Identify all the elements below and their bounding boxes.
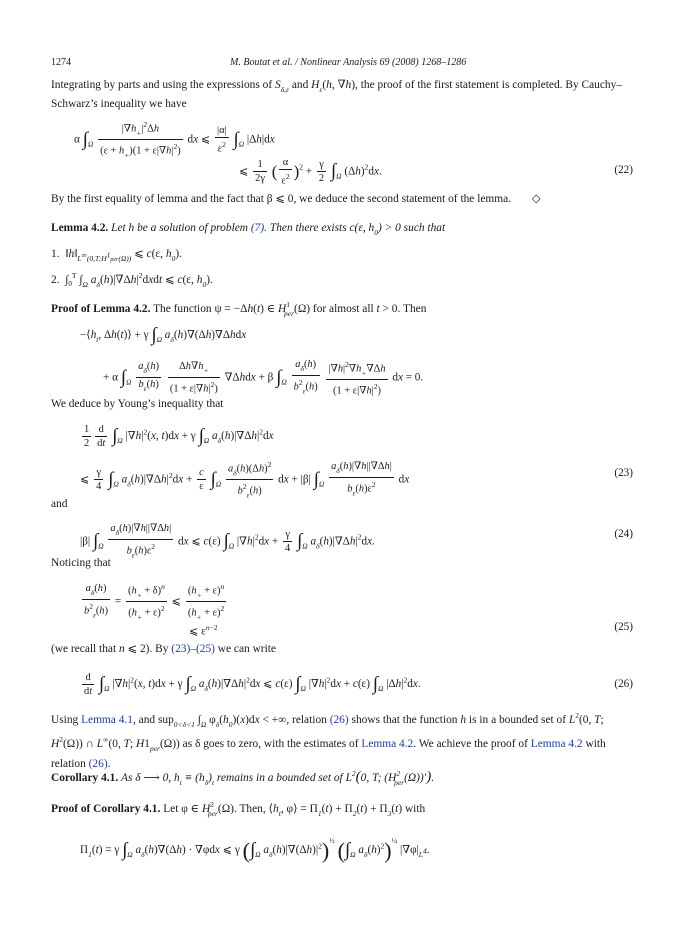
equation-24: |β| $\int_\Omega$ $\frac{a_\delta(h)|\nabla h||\nabla\Delta h|}{b_\varepsilon(h)\varepsilon^2}$ dx ⩽ c(ε) $\int_\Omega$ $|\nabla h|^2dx$ + $\frac{\gamma}{4}$ $\int_\Omega$ $a_\delta(h)|\nabla\Delta h|^2dx$.	[80, 523, 375, 560]
proof-label: Proof of Lemma 4.2.	[51, 302, 151, 315]
equation-26-number: (26)	[614, 678, 633, 690]
ref-lemma-4-1[interactable]: Lemma 4.1	[81, 713, 133, 726]
paragraph-noticing: Noticing that	[51, 557, 111, 569]
running-title: M. Boutat et al. / Nonlinear Analysis 69 (2008) 1268–1286	[230, 57, 467, 68]
equation-23-line1: $\frac{1}{2}$ $\frac{d}{dt}$ $\int_\Omega$ $|\nabla h|^2(x$, t)dx + γ $\int_\Omega$ $a_\delta(h)|\nabla\Delta h|^2dx$	[84, 424, 274, 449]
equation-22-number: (22)	[614, 164, 633, 176]
paragraph-young: We deduce by Young’s inequality that	[51, 398, 224, 410]
ref-problem-7[interactable]: (7)	[250, 222, 265, 234]
lemma-item-1: 1. $‖h‖_{L^\infty(0,T;H^1per(\Omega))}$ ⩽ c(ε, $h_0$).	[51, 248, 182, 263]
ref-eq-26[interactable]: (26)	[329, 713, 349, 726]
equation-22-line1: α $\int_\Omega$ $\frac{|\nabla h_+|^2\Delta h}{(\varepsilon + h_+)(1 + \varepsilon|\nabla h|^2)}$ dx ⩽ $\frac{|\alpha|}{\varepsilon^2}$ $\int_\Omega$ |Δh|dx	[74, 120, 275, 160]
lemma-label: Lemma 4.2.	[51, 222, 109, 234]
equation-23-line2: ⩽ $\frac{\gamma}{4}$ $\int_\Omega$ $a_\delta(h)|\nabla\Delta h|^2dx$ + $\frac{c}{\varepsilon}$ $\int_\Omega$ $\frac{a_\delta(h)(\Delta h)^2}{b^2_\varepsilon(h)}$ dx + |β| $\int_\Omega$ $\frac{a_\delta(h)|\nabla h||\nabla\Delta h|}{b_\varepsilon(h)\varepsilon^2}$ dx	[80, 460, 410, 500]
paragraph-recall: (we recall that n ⩽ 2). By (23)–(25) we can write	[51, 643, 276, 655]
corollary-label: Corollary 4.1.	[51, 771, 119, 784]
paragraph-intro: Integrating by parts and using the expressions of $S_{\delta,\varepsilon}$ and $H_\varepsilon(h$, ∇h), the proof of the first statement is completed. By Cauchy–Schwarz’s inequality we have	[51, 79, 623, 110]
equation-25-line1: $\frac{a_\delta(h)}{b^2_\varepsilon(h)}$ = $\frac{(h_+ + \delta)^n}{(h_+ + \varepsilon)^2}$ ⩽ $\frac{(h_+ + \varepsilon)^n}{(h_+ + \varepsilon)^2}$	[84, 582, 225, 622]
proof-lemma-4-2: Proof of Lemma 4.2. The function ψ = −Δh(t) ∈ $H^1_{per}(\Omega)$ for almost all t > 0. Then	[51, 300, 427, 318]
equation-energy-line2: + α $\int_\Omega$ $\frac{a_\delta(h)}{b_\varepsilon(h)}$ $\frac{\Delta h\nabla h_+}{(1 + \varepsilon|\nabla h|^2)}$ ∇Δhdx + β $\int_\Omega$ $\frac{a_\delta(h)}{b^2_\varepsilon(h)}$ $\frac{|\nabla h|^2\nabla h_+\nabla\Delta h}{(1 + \varepsilon|\nabla h|^2)}$ dx = 0.	[103, 359, 424, 397]
ref-lemma-4-2[interactable]: Lemma 4.2	[361, 738, 414, 751]
paragraph-second-statement: By the first equality of lemma and the fact that β ⩽ 0, we deduce the second statement of the lemma. ◇	[51, 193, 541, 205]
proof-corollary-label: Proof of Corollary 4.1.	[51, 802, 161, 815]
qed-symbol: ◇	[531, 193, 541, 205]
equation-24-number: (24)	[614, 528, 633, 540]
equation-pi1: $\Pi_1(t) = \gamma$ $\int_\Omega$ $a_\delta(h)\nabla(\Delta h) \cdot \nabla\varphi dx$ ⩽ γ ($\int_\Omega$ $a_\delta(h)|\nabla(\Delta h)|^2)^{\frac{1}{2}}$ ($\int_\Omega$ $a_\delta(h)^2)^{\frac{1}{4}}$ $|\nabla\varphi|_{L^4}$.	[80, 836, 430, 863]
ref-lemma-4-2-b[interactable]: Lemma 4.2	[530, 738, 583, 751]
corollary-4-1: Corollary 4.1. As δ ⟶ 0, $h_t \equiv (h_\delta)_t$ remains in a bounded set of $L^2(0$, T; $(H^2_{per}(\Omega))'$).	[51, 768, 435, 787]
equation-energy-line1: $-⟨h_t$, Δh(t)⟩ + γ $\int_\Omega$ $a_\delta(h)\nabla(\Delta h)\nabla\Delta hdx$	[80, 324, 247, 346]
page-number: 1274	[51, 57, 71, 68]
paragraph-using-lemma: Using Lemma 4.1, and sup$_{0<\delta<1}$ $\int_\Omega$ $\varphi_\delta(h_0)(x)dx$ < +∞, relation (26) shows that the function h is in a bounded set of $L^2(0$, T; $H^2(\Omega)$) ∩ L∞(0, T; $H1_{per}(\Omega)$) as δ goes to zero, with the estimates of Lemma 4.2. We achieve the proof of Lemma 4.2 with relation (26).	[51, 711, 606, 770]
equation-25-line2: ⩽ $\varepsilon^{n-2}$	[189, 623, 218, 638]
equation-26: $\frac{d}{dt}$ $\int_\Omega$ $|\nabla h|^2(x$, t)dx + γ $\int_\Omega$ $a_\delta(h)|\nabla\Delta h|^2dx$ ⩽ c(ε) $\int_\Omega$ $|\nabla h|^2dx + c(\varepsilon)$ $\int_\Omega$ $|\Delta h|^2dx$.	[84, 672, 421, 697]
lemma-4-2: Lemma 4.2. Let h be a solution of problem (7). Then there exists c(ε, $h_0) > 0$ such that	[51, 222, 446, 237]
ref-eq-26-b[interactable]: (26)	[88, 757, 108, 770]
equation-23-number: (23)	[614, 467, 633, 479]
proof-corollary-4-1: Proof of Corollary 4.1. Let φ ∈ $H^2_{per}(\Omega)$. Then, $⟨h_t$, φ⟩ = $\Pi_1(t) + \Pi_2(t) + \Pi_3(t)$ with	[51, 800, 426, 818]
equation-22-line2: ⩽ $\frac{1}{2\gamma}$ ( $\frac{\alpha}{\varepsilon^2}$ )$^2$ + $\frac{\gamma}{2}$ $\int_\Omega$ $(\Delta h)^2dx$.	[239, 157, 382, 187]
equation-25-number: (25)	[614, 621, 633, 633]
paragraph-and: and	[51, 498, 68, 510]
ref-eq-23-25[interactable]: (23)–(25)	[171, 643, 215, 655]
lemma-item-2: 2. $\int_0^T$ $\int_\Omega$ $a_\delta(h)|\nabla\Delta h|^2dxdt$ ⩽ c(ε, $h_0$).	[51, 271, 213, 289]
